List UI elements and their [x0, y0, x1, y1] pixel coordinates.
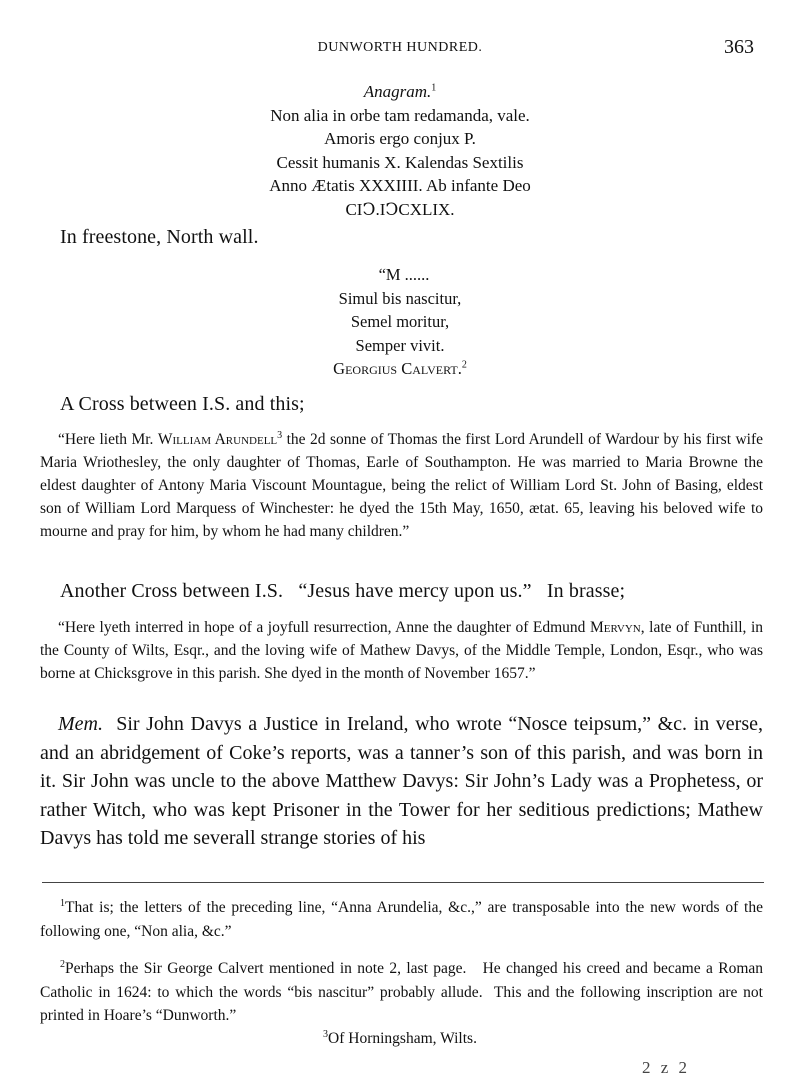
running-head: DUNWORTH HUNDRED. [317, 40, 483, 55]
anagram-title: Anagram.$^1$ [363, 82, 437, 101]
section-heading-cross: A Cross between I.S. and this; [60, 393, 305, 415]
mervyn-inscription: “Here lyeth interred in hope of a joyfull resurrection, Anne the daughter of Edmund Mervyn, late of Funthill, in the County of Wilts, Esqr., and the loving wife of Mathew Davys, of the Middle Temple, London, Esqr., who was borne at Chicksgrove in this parish. She dyed in the month of November 1657.” [40, 619, 764, 682]
memorandum-paragraph: Mem. Sir John Davys a Justice in Ireland, who wrote “Nosce teipsum,” &c. in verse, and an abridgement of Coke’s reports, was a tanner’s son of this parish, and was born in it. Sir John was uncle to the above Matthew Davys: Sir John’s Lady was a Prophetess, or rather Witch, who was kept Prisoner in the Tower for her seditious predictions; Mathew Davys has told me severall strange stories of his [40, 713, 764, 849]
page-number: 363 [724, 36, 754, 58]
arundell-inscription: “Here lieth Mr. William Arundell$^3$ the 2d sonne of Thomas the first Lord Arundell of Wardour by his first wife Maria Wriothesley, the only daughter of Thomas, Earle of Southampton. He was married to Maria Browne the eldest daughter of Antony Maria Viscount Mountague, being the relict of William Lord St. John of Basing, eldest son of William Lord Marquess of Winchester: he dyed the 15th May, 1650, ætat. 65, leaving his beloved wife to mourne and pray for him, by whom he had many children.” [40, 429, 763, 540]
anagram-line: Cessit humanis X. Kalendas Sextilis [276, 152, 524, 172]
inscription-line: Simul bis nascitur, [338, 288, 462, 308]
signature-mark: 2 z 2 [642, 1058, 691, 1077]
section-heading-freestone: In freestone, North wall. [60, 226, 259, 248]
footnote-marker: 3 [323, 1028, 329, 1040]
calvert-inscription [0, 263, 800, 381]
inscription-signature: Georgius Calvert.$^2$ [333, 359, 467, 378]
footnote-ref-1[interactable]: 1 [431, 82, 437, 94]
anagram-block [0, 80, 800, 221]
anagram-line: CIↃ.IↃCXLIX. [345, 199, 455, 219]
anagram-line: Amoris ergo conjux P. [324, 129, 476, 148]
footnote-ref-2[interactable]: 2 [461, 359, 467, 371]
footnote-divider [42, 882, 764, 883]
footnote-1: $^1$That is; the letters of the preceding line, “Anna Arundelia, &c.,” are transposable into the new words of the following one, “Non alia, &c.” [40, 897, 763, 940]
footnote-marker: 2 [60, 958, 65, 970]
section-heading-another-cross: Another Cross between I.S. “Jesus have mercy upon us.” In brasse; [60, 580, 626, 602]
footnote-2: $^2$Perhaps the Sir George Calvert mentioned in note 2, last page. He changed his creed and became a Roman Catholic in 1624: to which the words “bis nascitur” probably allude. This and the following inscription are not printed in Hoare’s “Dunworth.” [40, 958, 767, 1024]
person-name: Mervyn [589, 619, 641, 636]
footnote-marker: 1 [60, 897, 65, 909]
anagram-line: Anno Ætatis XXXIIII. Ab infante Deo [269, 176, 531, 195]
inscription-line: “M ...... [378, 265, 430, 284]
inscription-line: Semper vivit. [355, 335, 445, 355]
footnote-ref-3[interactable]: 3 [277, 429, 283, 441]
person-name: William Arundell [157, 431, 278, 448]
anagram-line: Non alia in orbe tam redamanda, vale. [270, 105, 530, 125]
inscription-line: Semel moritur, [350, 312, 450, 331]
memorandum-label: Mem. [58, 713, 103, 735]
footnote-3: $^3$Of Horningsham, Wilts. [323, 1028, 477, 1047]
